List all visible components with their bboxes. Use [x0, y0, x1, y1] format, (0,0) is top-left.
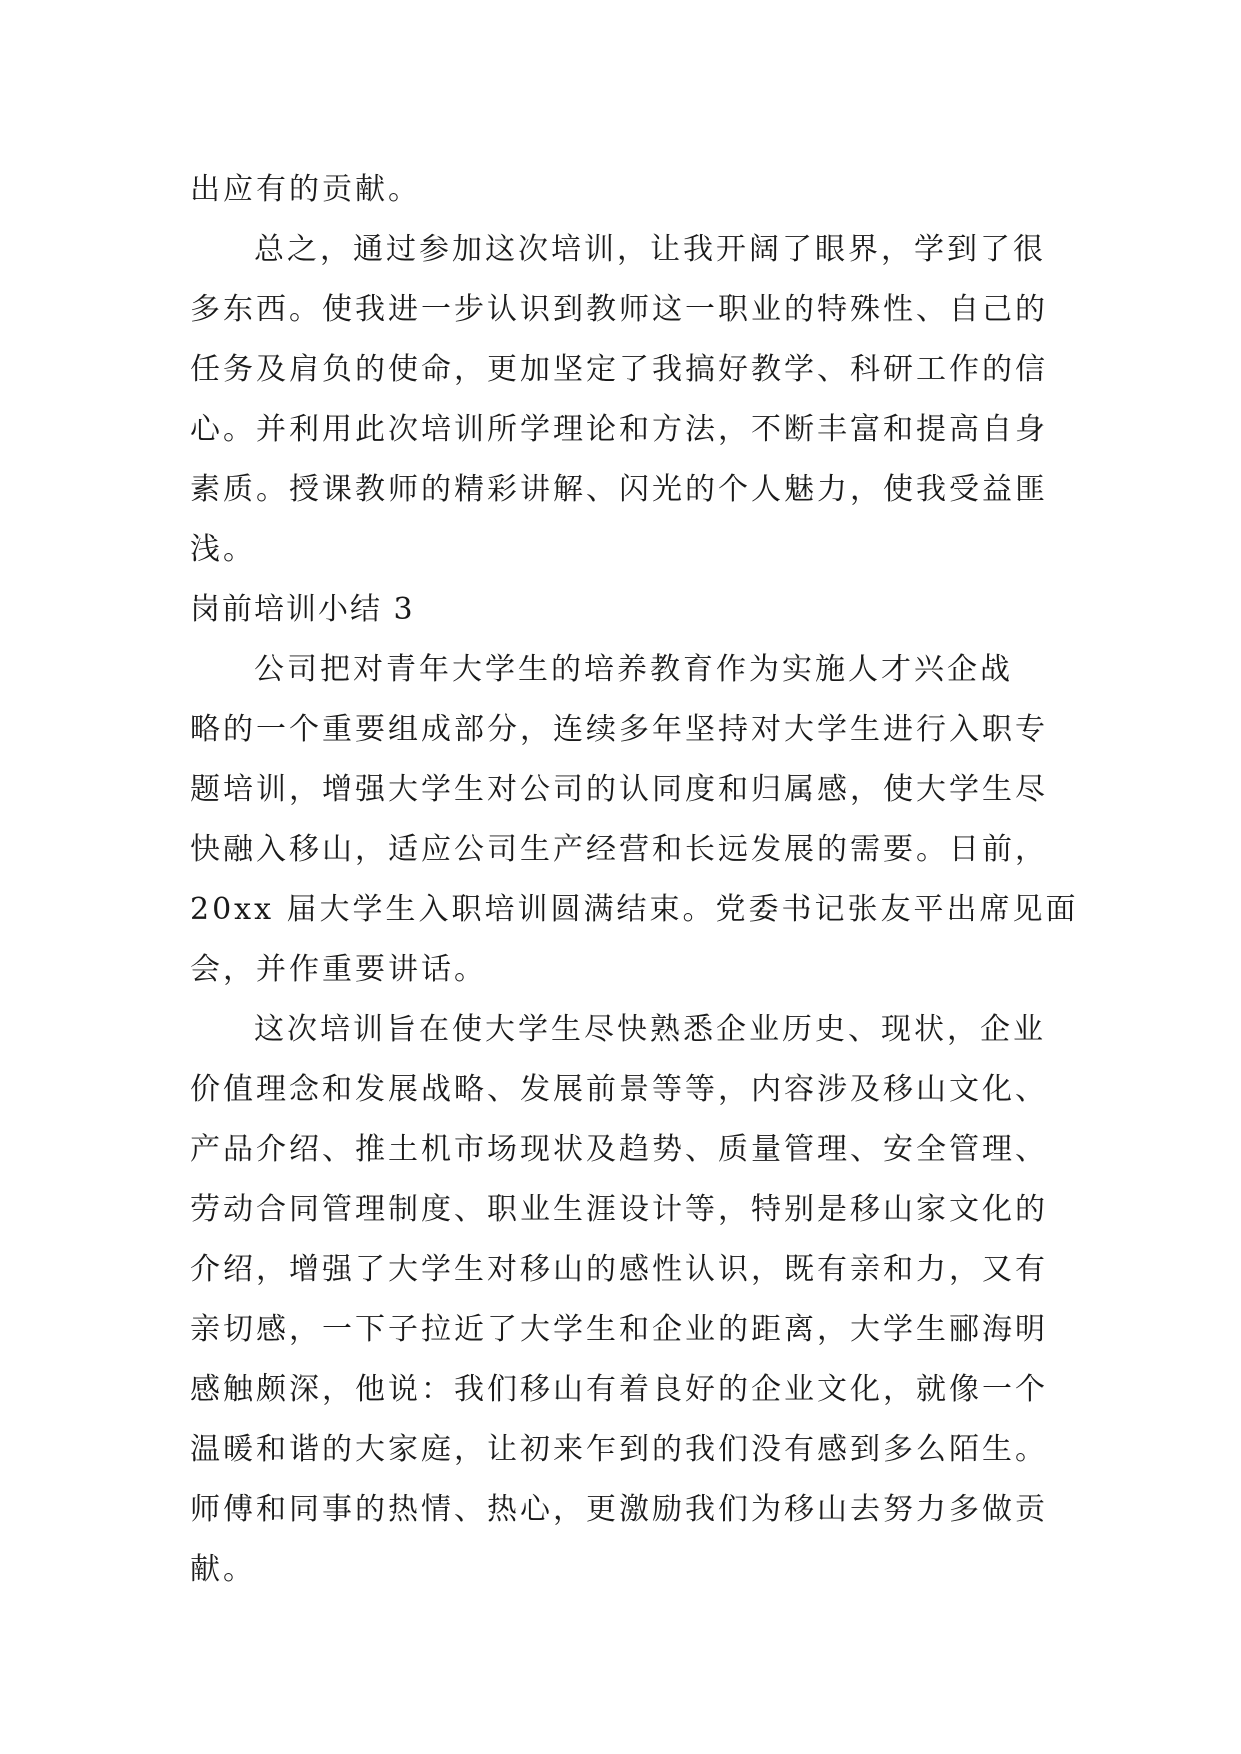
text-line: 总之，通过参加这次培训，让我开阔了眼界，学到了很: [254, 232, 1046, 267]
text-line: 劳动合同管理制度、职业生涯设计等，特别是移山家文化的: [190, 1192, 1048, 1227]
text-line: 素质。授课教师的精彩讲解、闪光的个人魅力，使我受益匪: [190, 472, 1048, 507]
paragraph-training: [190, 1000, 1070, 1600]
paragraph-company: [190, 640, 1079, 1000]
text-line: 20xx 届大学生入职培训圆满结束。党委书记张友平出席见面: [190, 892, 1079, 927]
text-line: 师傅和同事的热情、热心，更激励我们为移山去努力多做贡: [190, 1492, 1048, 1527]
text-line: 价值理念和发展战略、发展前景等等，内容涉及移山文化、: [190, 1072, 1048, 1107]
text-line: 亲切感，一下子拉近了大学生和企业的距离，大学生郦海明: [190, 1312, 1048, 1347]
document-body: [190, 160, 1079, 1600]
text-line: 这次培训旨在使大学生尽快熟悉企业历史、现状，企业: [254, 1012, 1046, 1047]
text-line: 出应有的贡献。: [190, 172, 421, 207]
text-line: 产品介绍、推土机市场现状及趋势、质量管理、安全管理、: [190, 1132, 1048, 1167]
paragraph-continuation: [190, 160, 1070, 220]
section-heading: [190, 580, 1070, 640]
heading-text: 岗前培训小结 3: [190, 592, 415, 627]
text-line: 会，并作重要讲话。: [190, 952, 487, 987]
text-line: 心。并利用此次培训所学理论和方法，不断丰富和提高自身: [190, 412, 1048, 447]
text-line: 题培训，增强大学生对公司的认同度和归属感，使大学生尽: [190, 772, 1048, 807]
text-line: 献。: [190, 1552, 256, 1587]
text-line: 多东西。使我进一步认识到教师这一职业的特殊性、自己的: [190, 292, 1048, 327]
text-line: 浅。: [190, 532, 256, 567]
text-line: 任务及肩负的使命，更加坚定了我搞好教学、科研工作的信: [190, 352, 1048, 387]
text-line: 感触颇深，他说：我们移山有着良好的企业文化，就像一个: [190, 1372, 1048, 1407]
text-line: 公司把对青年大学生的培养教育作为实施人才兴企战: [254, 652, 1013, 687]
text-line: 略的一个重要组成部分，连续多年坚持对大学生进行入职专: [190, 712, 1048, 747]
text-line: 温暖和谐的大家庭，让初来乍到的我们没有感到多么陌生。: [190, 1432, 1048, 1467]
text-line: 快融入移山，适应公司生产经营和长远发展的需要。日前，: [190, 832, 1048, 867]
paragraph-summary: [190, 220, 1070, 580]
text-line: 介绍，增强了大学生对移山的感性认识，既有亲和力，又有: [190, 1252, 1048, 1287]
